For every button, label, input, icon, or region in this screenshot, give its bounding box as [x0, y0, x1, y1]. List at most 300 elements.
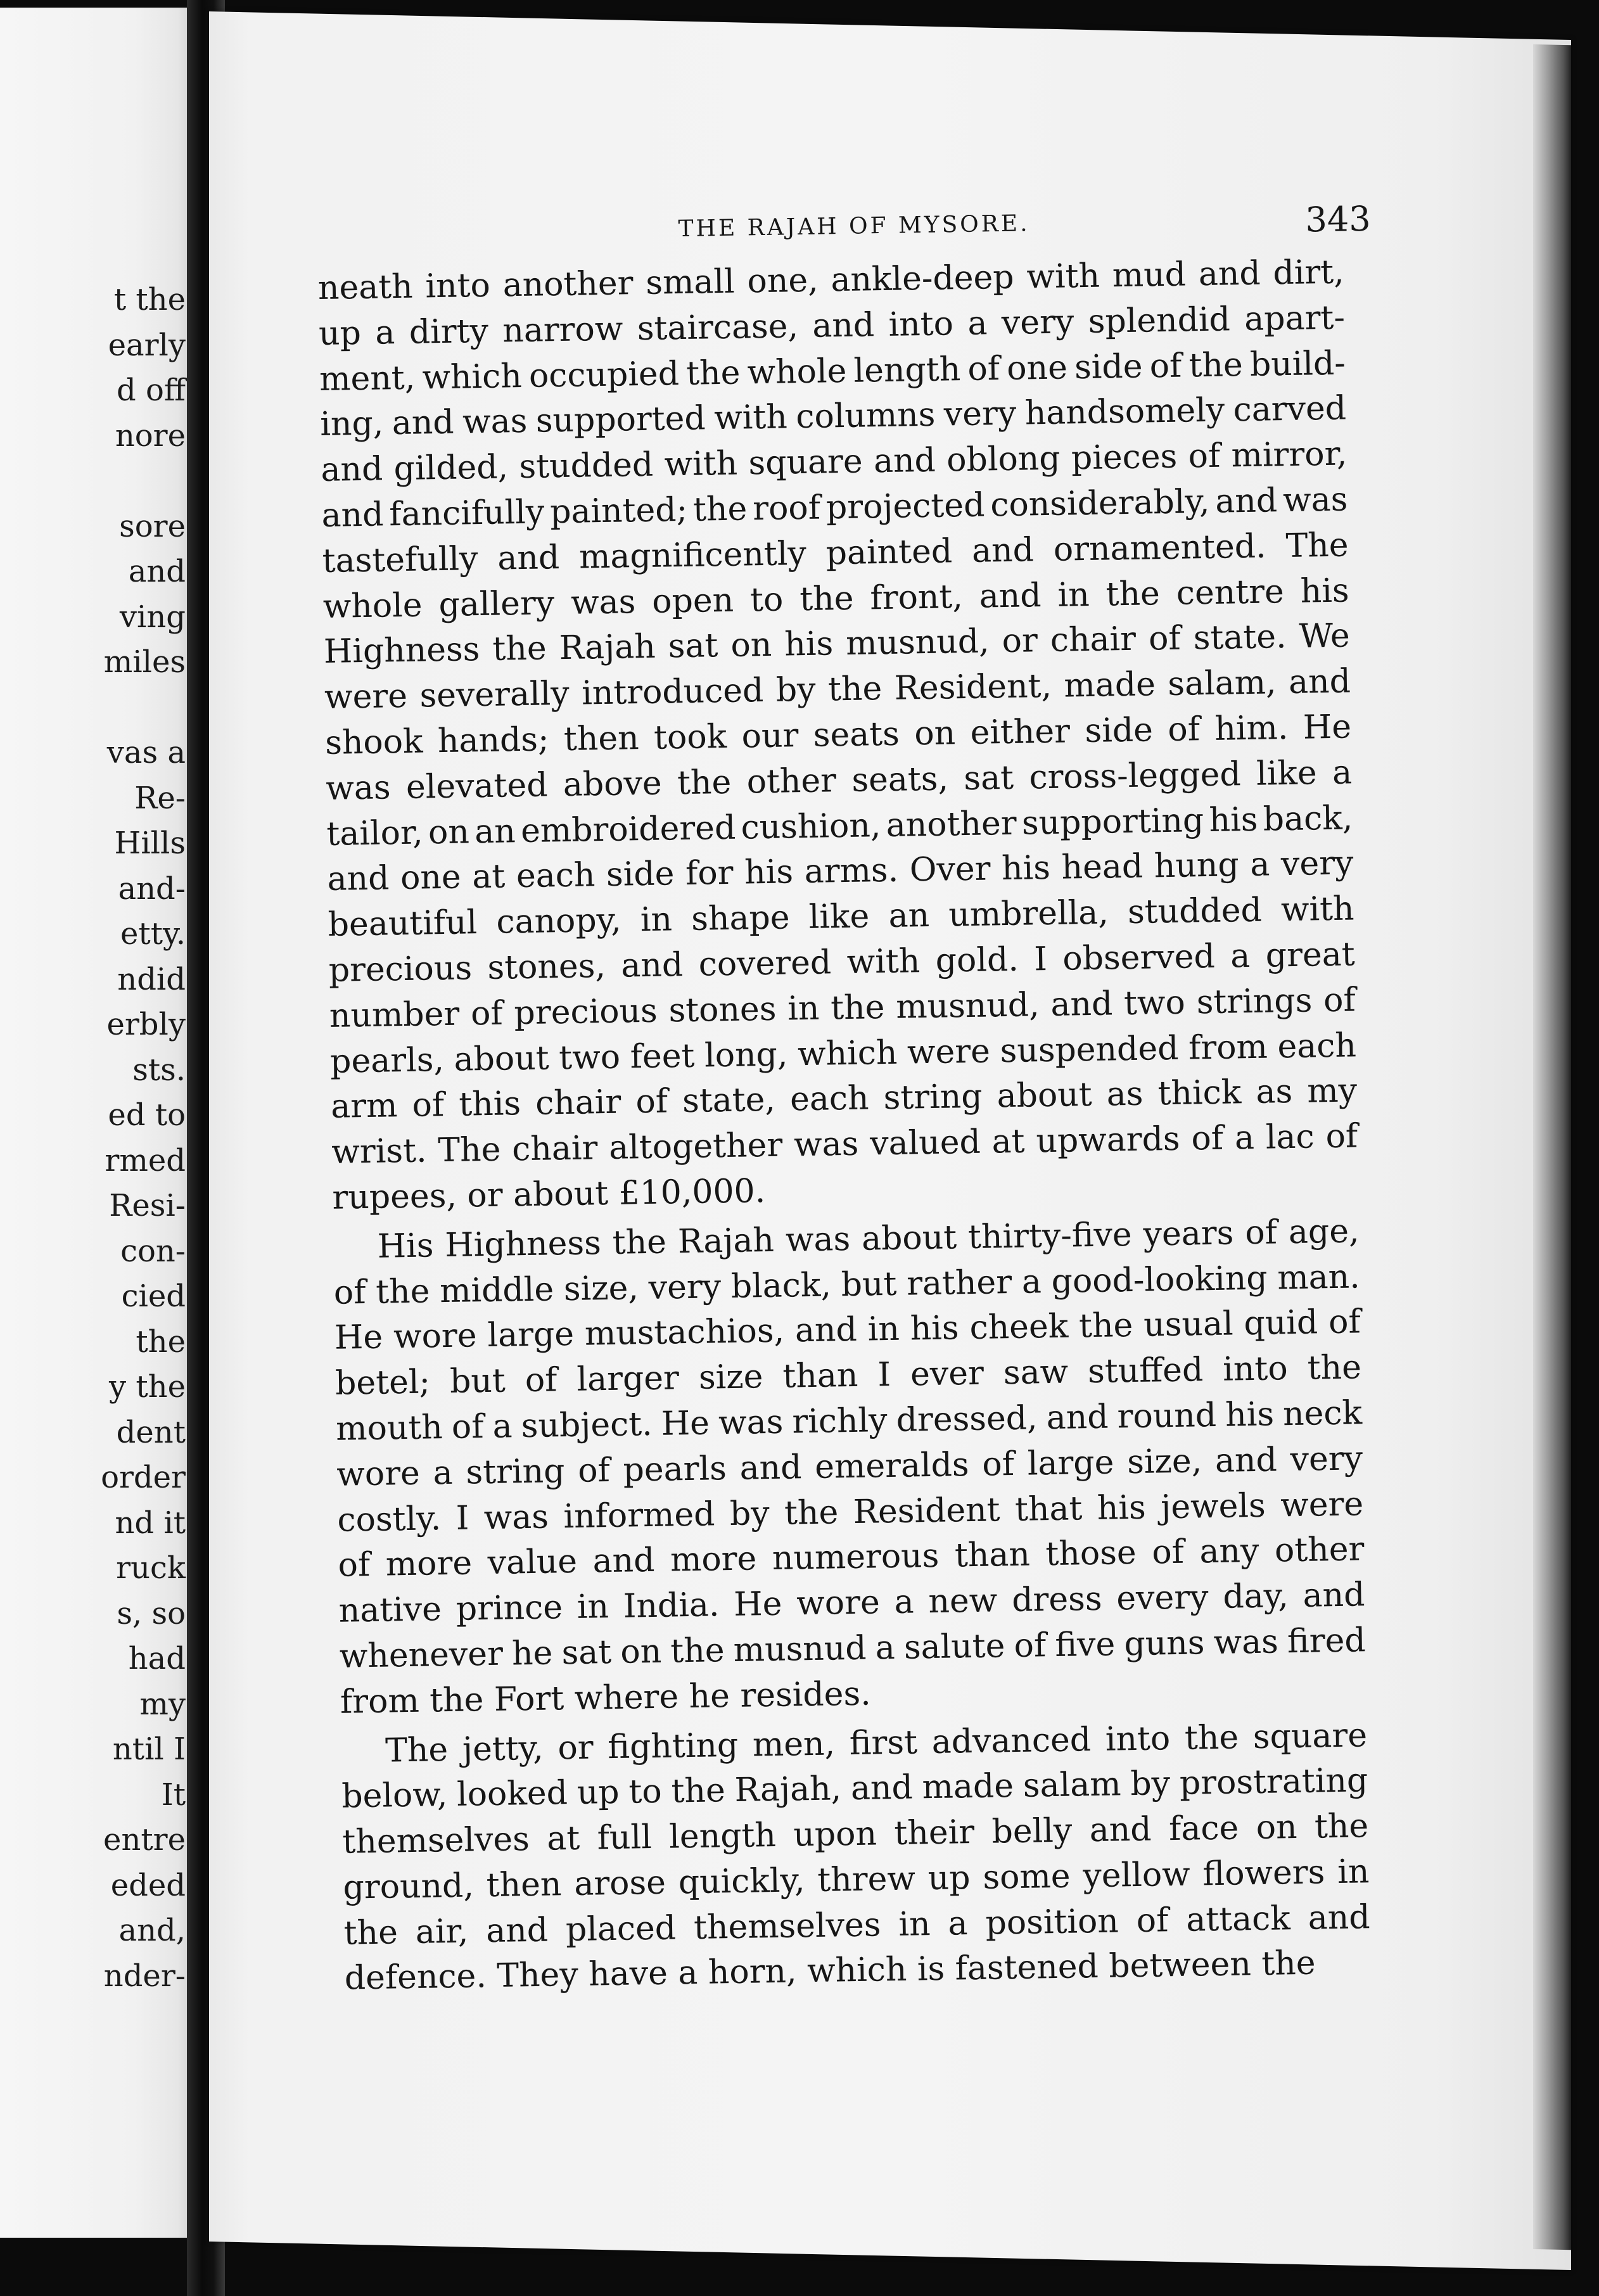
- word: one: [1006, 348, 1068, 388]
- word: with: [664, 444, 738, 484]
- word: jewels: [1160, 1486, 1266, 1526]
- word: supporting: [1021, 801, 1204, 843]
- word: wore: [393, 1317, 477, 1356]
- word: number: [329, 995, 460, 1035]
- word: and: [979, 576, 1042, 616]
- word: a: [492, 1407, 513, 1446]
- word: and: [812, 305, 875, 345]
- word: Highness: [323, 630, 480, 672]
- word: was: [462, 402, 528, 442]
- word: the: [1105, 574, 1161, 614]
- word: took: [653, 717, 727, 757]
- word: size,: [1126, 1442, 1202, 1481]
- word: on: [730, 626, 772, 665]
- word: precious: [514, 992, 658, 1033]
- word: was: [718, 1403, 784, 1443]
- word: then: [486, 1865, 562, 1905]
- word: dress: [1011, 1579, 1102, 1620]
- word: another: [886, 804, 1017, 845]
- word: men,: [752, 1724, 836, 1764]
- word: of: [338, 1546, 371, 1585]
- word: the: [671, 1771, 726, 1811]
- word: observed: [1062, 937, 1216, 978]
- word: of: [1014, 1626, 1047, 1665]
- word: fighting: [607, 1726, 739, 1766]
- word: native: [338, 1590, 442, 1630]
- word: considerably,: [990, 482, 1210, 525]
- word: I: [877, 1356, 891, 1394]
- word: mud: [1112, 255, 1187, 295]
- word: which: [797, 1033, 898, 1073]
- word: great: [1265, 935, 1356, 975]
- word: in: [1057, 575, 1090, 615]
- word: gilded,: [393, 448, 509, 488]
- word: long,: [704, 1035, 788, 1075]
- word: made: [1064, 665, 1156, 705]
- word: of: [470, 994, 504, 1033]
- word: for: [685, 854, 734, 893]
- word: in: [898, 1904, 931, 1944]
- word: above: [563, 764, 663, 804]
- word: of: [1328, 1303, 1361, 1342]
- word: shape: [691, 898, 790, 939]
- word: informed: [563, 1495, 715, 1536]
- body-text: [317, 250, 1390, 2002]
- word: size,: [563, 1268, 639, 1308]
- word: was: [793, 1125, 859, 1164]
- word: I: [1033, 940, 1048, 979]
- word: his: [1209, 800, 1258, 839]
- word: He: [661, 1404, 710, 1443]
- word: on: [1256, 1808, 1297, 1847]
- left-page-fragment: and,: [118, 1913, 186, 1948]
- word: below,: [341, 1776, 448, 1816]
- word: two: [1123, 983, 1186, 1023]
- word: His: [377, 1227, 434, 1266]
- left-page-fragment: etty.: [120, 916, 186, 952]
- word: age,: [1288, 1212, 1360, 1251]
- text-line: rupees, or about £10,000.: [332, 1172, 766, 1217]
- word: arm: [330, 1087, 398, 1126]
- word: belly: [991, 1811, 1073, 1851]
- word: and: [794, 1311, 858, 1350]
- word: were: [907, 1032, 991, 1072]
- paragraph: [341, 1712, 1391, 2002]
- word: his: [1300, 571, 1349, 611]
- word: as: [1255, 1073, 1293, 1112]
- word: ornamented.: [1053, 527, 1267, 569]
- word: like: [808, 897, 870, 937]
- word: middle: [439, 1270, 554, 1310]
- word: with: [1026, 257, 1100, 297]
- word: The: [385, 1730, 449, 1770]
- word: betel;: [334, 1363, 431, 1403]
- word: yellow: [1082, 1855, 1191, 1896]
- word: of: [577, 1451, 611, 1490]
- word: ing,: [319, 404, 384, 444]
- word: of: [1191, 1119, 1224, 1158]
- word: advanced: [931, 1720, 1092, 1761]
- word: up: [577, 1773, 620, 1813]
- word: than: [954, 1535, 1031, 1575]
- paragraph: [317, 250, 1377, 1221]
- word: seats,: [851, 760, 949, 800]
- word: elevated: [405, 766, 548, 807]
- left-page-fragment: Re-: [134, 780, 186, 816]
- word: themselves: [693, 1906, 881, 1947]
- word: upon: [793, 1814, 877, 1854]
- word: a: [374, 313, 395, 352]
- word: and: [1046, 1398, 1109, 1438]
- word: in: [867, 1310, 900, 1349]
- word: the: [830, 988, 885, 1028]
- word: of: [967, 349, 1000, 388]
- word: other: [746, 762, 837, 801]
- word: threw: [817, 1859, 916, 1899]
- word: He: [1303, 708, 1352, 747]
- word: ankle-deep: [831, 258, 1015, 300]
- word: one,: [747, 261, 819, 301]
- word: but: [841, 1265, 897, 1304]
- word: very: [648, 1267, 722, 1307]
- word: columns: [795, 396, 936, 437]
- word: umbrella,: [948, 893, 1109, 934]
- word: upwards: [1036, 1119, 1181, 1161]
- word: with: [713, 398, 788, 438]
- page-number: 343: [1304, 198, 1372, 240]
- word: and: [321, 495, 384, 535]
- word: in: [640, 900, 673, 940]
- word: the: [375, 1272, 430, 1311]
- word: suspended: [1000, 1029, 1179, 1070]
- word: and: [392, 404, 455, 443]
- word: were: [324, 677, 408, 717]
- word: and: [1214, 1441, 1278, 1480]
- word: looked: [456, 1774, 568, 1814]
- word: Rajah: [677, 1221, 775, 1261]
- word: as: [1106, 1075, 1144, 1114]
- word: supported: [535, 399, 706, 440]
- word: chair: [511, 1129, 598, 1169]
- word: costly.: [337, 1499, 442, 1540]
- word: altogether: [608, 1126, 783, 1168]
- word: apart-: [1244, 298, 1346, 338]
- word: a: [1021, 1262, 1042, 1301]
- word: cushion,: [741, 806, 881, 847]
- left-page-fragment: ed to: [108, 1097, 186, 1133]
- left-page-fragment: miles: [103, 644, 186, 680]
- left-page-fragment: s, so: [117, 1595, 186, 1631]
- word: quid: [1244, 1303, 1318, 1343]
- word: the: [670, 1631, 725, 1671]
- word: each: [1277, 1026, 1357, 1066]
- word: large: [487, 1315, 575, 1355]
- word: cheek: [969, 1307, 1069, 1348]
- page-content: [317, 193, 1390, 2002]
- left-page-fragment: t the: [113, 282, 186, 317]
- word: and: [873, 441, 936, 481]
- word: air,: [415, 1912, 469, 1951]
- word: which: [421, 357, 523, 397]
- word: musnud: [733, 1629, 867, 1669]
- left-page-fragment: and: [128, 554, 186, 589]
- word: small: [645, 262, 736, 302]
- word: themselves: [342, 1820, 530, 1861]
- word: back,: [1263, 799, 1353, 839]
- left-page-fragment: ving: [119, 599, 186, 635]
- word: gold.: [935, 940, 1019, 980]
- word: was: [483, 1498, 549, 1537]
- left-page-fragment: Resi-: [109, 1188, 186, 1223]
- word: the: [1184, 1718, 1239, 1757]
- word: then: [563, 719, 640, 758]
- word: value: [487, 1543, 578, 1583]
- word: were: [1280, 1484, 1364, 1524]
- word: the: [1307, 1348, 1362, 1387]
- word: him.: [1214, 708, 1289, 748]
- word: made: [922, 1767, 1014, 1807]
- word: his: [784, 625, 834, 664]
- word: some: [982, 1857, 1071, 1897]
- word: centre: [1176, 572, 1285, 613]
- word: and: [485, 1911, 549, 1950]
- word: sat: [561, 1633, 612, 1673]
- word: a: [875, 1628, 896, 1668]
- word: of: [1149, 347, 1182, 385]
- word: quickly,: [678, 1861, 805, 1902]
- word: chair: [535, 1083, 621, 1123]
- word: painted: [825, 532, 953, 573]
- word: at: [471, 857, 506, 896]
- word: head: [1061, 848, 1144, 888]
- word: his: [1225, 1395, 1275, 1434]
- left-page-fragment: nder-: [103, 1958, 186, 1994]
- word: chair: [1050, 620, 1137, 660]
- word: he: [511, 1634, 553, 1673]
- word: square: [748, 442, 863, 483]
- word: a: [433, 1453, 454, 1493]
- word: of: [635, 1082, 668, 1121]
- word: saw: [1003, 1353, 1069, 1393]
- text-line: defence. They have a horn, which is fastened between the: [344, 1944, 1316, 1998]
- word: a: [967, 304, 988, 343]
- word: salam,: [1167, 663, 1277, 704]
- word: one: [400, 858, 462, 898]
- word: the: [784, 1493, 839, 1533]
- word: my: [1306, 1071, 1358, 1111]
- word: two: [558, 1038, 621, 1077]
- word: like: [1256, 754, 1318, 793]
- word: full: [597, 1818, 653, 1858]
- word: his: [910, 1309, 960, 1348]
- word: of: [451, 1408, 484, 1446]
- word: tailor,: [326, 813, 424, 853]
- word: attack: [1185, 1899, 1291, 1939]
- word: larger: [576, 1359, 680, 1399]
- word: state.: [1193, 618, 1287, 658]
- word: his: [1001, 849, 1051, 888]
- left-page-fragment: and-: [118, 871, 186, 907]
- word: size: [698, 1358, 763, 1397]
- word: about: [997, 1076, 1093, 1116]
- word: by: [1130, 1764, 1171, 1804]
- left-page-fragment: sore: [119, 508, 186, 544]
- word: with: [846, 942, 921, 981]
- word: and: [620, 946, 684, 985]
- word: a: [894, 1583, 915, 1622]
- word: of: [1188, 437, 1221, 476]
- word: severally: [419, 675, 570, 715]
- word: fired: [1287, 1621, 1366, 1661]
- word: The: [1285, 526, 1349, 565]
- left-page-fragment: eded: [110, 1867, 186, 1903]
- word: and: [1214, 482, 1278, 521]
- word: of: [1148, 620, 1182, 658]
- left-page-fragment: ntil I: [112, 1732, 186, 1767]
- left-page-fragment: y the: [109, 1369, 186, 1405]
- word: canopy,: [495, 901, 622, 941]
- word: a: [1234, 1119, 1255, 1158]
- word: handsomely: [1024, 391, 1225, 433]
- word: ment,: [319, 359, 416, 399]
- word: the: [1188, 345, 1244, 385]
- word: salam: [1022, 1765, 1121, 1806]
- word: about: [454, 1038, 550, 1079]
- word: wrist.: [331, 1132, 427, 1171]
- word: their: [893, 1813, 975, 1853]
- word: length: [853, 350, 961, 390]
- word: of: [333, 1273, 366, 1312]
- word: up: [318, 314, 362, 353]
- left-page-fragment: cied: [121, 1279, 186, 1314]
- word: occupied: [528, 354, 680, 395]
- word: was: [785, 1220, 851, 1260]
- word: length: [668, 1816, 777, 1856]
- word: wore: [796, 1583, 881, 1623]
- word: gallery: [438, 584, 555, 624]
- word: string: [883, 1078, 983, 1118]
- word: valued: [869, 1123, 981, 1163]
- word: very: [943, 395, 1017, 434]
- word: more: [385, 1544, 473, 1584]
- word: or: [1002, 622, 1038, 661]
- word: on: [914, 714, 956, 753]
- word: a: [1249, 845, 1270, 884]
- word: mirror,: [1231, 435, 1347, 475]
- word: five: [1054, 1625, 1116, 1664]
- word: Resident: [853, 1490, 1000, 1531]
- word: other: [1274, 1530, 1365, 1570]
- word: pieces: [1071, 437, 1178, 478]
- word: years: [1143, 1214, 1234, 1254]
- word: strings: [1196, 981, 1313, 1022]
- word: man.: [1277, 1257, 1361, 1297]
- word: any: [1199, 1532, 1259, 1571]
- left-page-fragment: entre: [103, 1822, 186, 1858]
- word: position: [985, 1902, 1119, 1942]
- word: large: [1027, 1443, 1114, 1483]
- text-line: from the Fort where he resides.: [340, 1674, 872, 1721]
- word: and: [1303, 1576, 1365, 1615]
- word: was: [1282, 480, 1348, 520]
- word: the: [612, 1223, 667, 1262]
- word: first: [849, 1723, 918, 1763]
- word: stones,: [487, 947, 606, 987]
- word: The: [437, 1130, 501, 1170]
- word: on: [428, 812, 470, 851]
- left-page-fragment: erbly: [106, 1007, 186, 1042]
- word: seats: [813, 715, 900, 755]
- word: roof: [752, 488, 821, 528]
- word: his: [1097, 1488, 1147, 1527]
- word: of: [981, 1445, 1015, 1484]
- word: studded: [519, 445, 654, 487]
- word: pearls,: [329, 1040, 445, 1081]
- word: and: [327, 859, 390, 899]
- word: at: [546, 1819, 580, 1858]
- word: subject.: [521, 1405, 653, 1446]
- word: an: [888, 896, 930, 936]
- word: another: [502, 264, 634, 305]
- word: He: [733, 1585, 782, 1624]
- paragraph: [333, 1209, 1386, 1726]
- word: of: [525, 1361, 557, 1400]
- word: pearls: [623, 1449, 727, 1489]
- word: sat: [668, 627, 718, 666]
- word: Resident,: [894, 667, 1052, 708]
- word: whole: [747, 352, 847, 392]
- word: dirt,: [1273, 253, 1345, 293]
- word: fancifully: [388, 493, 545, 534]
- left-page-fragment: order: [101, 1460, 186, 1495]
- word: was: [325, 769, 392, 808]
- left-page-fragment: Hills: [114, 826, 186, 861]
- word: was: [570, 582, 636, 622]
- word: string: [466, 1451, 565, 1492]
- word: precious: [328, 949, 473, 990]
- word: Rajah,: [734, 1770, 842, 1810]
- word: mustachios,: [584, 1311, 785, 1353]
- word: of: [1325, 1117, 1358, 1156]
- word: very: [1001, 303, 1074, 342]
- word: but: [449, 1362, 506, 1401]
- word: carved: [1233, 389, 1347, 430]
- word: flowers: [1202, 1853, 1325, 1894]
- word: of: [1323, 981, 1356, 1019]
- word: painted;: [549, 490, 688, 532]
- word: lac: [1265, 1118, 1315, 1157]
- word: arms.: [804, 851, 899, 891]
- word: side: [606, 855, 675, 895]
- left-page-fragment: vas a: [106, 735, 186, 770]
- word: dressed,: [896, 1399, 1038, 1439]
- word: square: [1252, 1716, 1368, 1756]
- word: to: [628, 1773, 663, 1811]
- word: numerous: [772, 1537, 940, 1578]
- word: projected: [825, 486, 985, 527]
- word: build-: [1249, 344, 1346, 384]
- word: neck: [1282, 1394, 1363, 1434]
- word: open: [651, 581, 734, 621]
- word: studded: [1127, 891, 1263, 932]
- word: thick: [1157, 1073, 1242, 1113]
- word: the: [827, 670, 882, 709]
- left-page-fragment: had: [128, 1641, 186, 1676]
- word: wore: [336, 1454, 421, 1494]
- word: musnud,: [845, 622, 990, 663]
- word: into: [1222, 1349, 1289, 1389]
- word: the: [677, 763, 732, 802]
